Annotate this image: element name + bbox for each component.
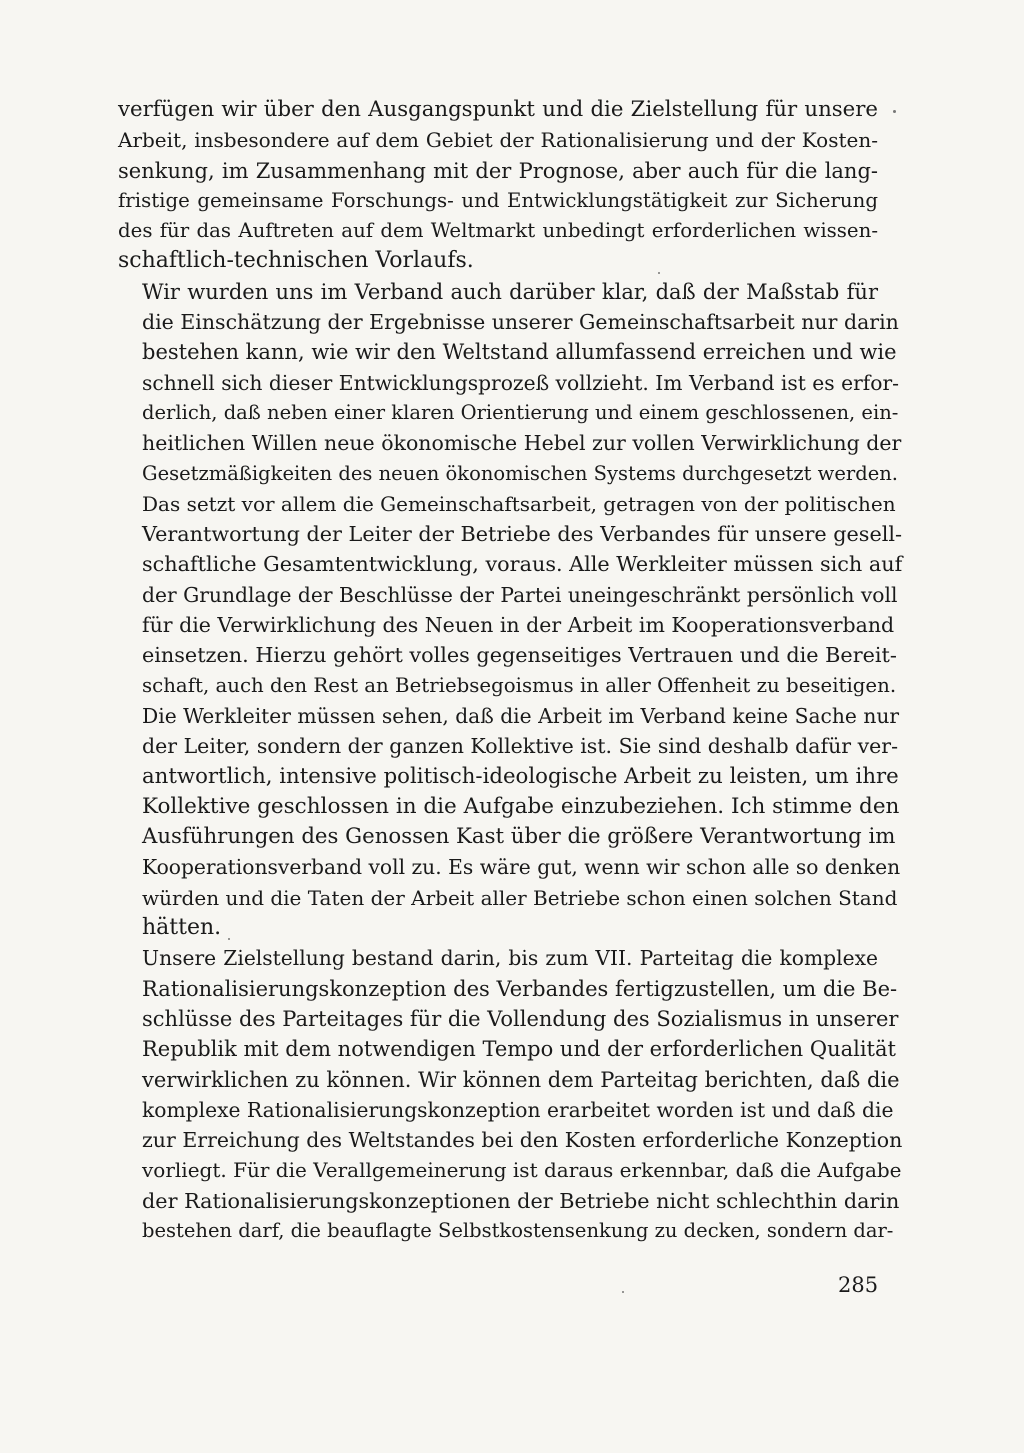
text-line: schaftlich-technischen Vorlaufs. [118,248,474,274]
text-line: würden und die Taten der Arbeit aller Betriebe schon einen solchen Stand [142,885,898,910]
text-line: senkung, im Zusammenhang mit der Prognose, aber auch für die lang- [118,158,878,183]
print-speck [893,110,896,113]
text-line: schaft, auch den Rest an Betriebsegoismus in aller Offenheit zu beseitigen. [142,673,897,697]
text-line: Das setzt vor allem die Gemeinschaftsarbeit, getragen von der politischen [142,491,896,516]
text-line: fristige gemeinsame Forschungs- und Entwicklungstätigkeit zur Sicherung [118,188,878,212]
print-speck [658,272,660,274]
text-line: die Einschätzung der Ergebnisse unserer Gemeinschaftsarbeit nur darin [142,310,899,335]
text-line: schaftliche Gesamtentwicklung, voraus. Alle Werkleiter müssen sich auf [142,552,903,577]
text-line: derlich, daß neben einer klaren Orientierung und einem geschlossenen, ein- [142,400,899,424]
text-line: komplexe Rationalisierungskonzeption erarbeitet worden ist und daß die [142,1097,894,1122]
text-line: Republik mit dem notwendigen Tempo und der erforderlichen Qualität [142,1037,896,1062]
text-line: Kooperationsverband voll zu. Es wäre gut, wenn wir schon alle so denken [142,855,901,880]
text-line: Rationalisierungskonzeption des Verbandes fertigzustellen, um die Be- [142,976,898,1001]
text-line: bestehen darf, die beauflagte Selbstkostensenkung zu decken, sondern dar- [142,1218,894,1242]
text-line: vorliegt. Für die Verallgemeinerung ist daraus erkennbar, daß die Aufgabe [142,1158,902,1183]
text-line: für die Verwirklichung des Neuen in der Arbeit im Kooperationsverband [142,613,895,638]
text-line: Wir wurden uns im Verband auch darüber klar, daß der Maßstab für [142,279,878,304]
text-line: verwirklichen zu können. Wir können dem Parteitag berichten, daß die [142,1067,900,1092]
text-line: hätten. [142,915,222,941]
paragraph [118,95,878,277]
text-line: Unsere Zielstellung bestand darin, bis zum VII. Parteitag die komplexe [142,946,878,971]
text-line: Kollektive geschlossen in die Aufgabe einzubeziehen. Ich stimme den [142,793,900,819]
paragraph [118,277,903,944]
body-text [118,95,903,1246]
text-line: heitlichen Willen neue ökonomische Hebel zur vollen Verwirklichung der [142,431,902,456]
text-line: Arbeit, insbesondere auf dem Gebiet der Rationalisierung und der Kosten- [118,128,878,153]
text-line: der Leiter, sondern der ganzen Kollektive ist. Sie sind deshalb dafür ver- [142,734,899,759]
text-line: Gesetzmäßigkeiten des neuen ökonomischen Systems durchgesetzt werden. [142,461,898,485]
text-line: Verantwortung der Leiter der Betriebe des Verbandes für unsere gesell- [142,522,903,547]
text-line: einsetzen. Hierzu gehört volles gegenseitiges Vertrauen und die Bereit- [142,643,897,668]
text-line: schnell sich dieser Entwicklungsprozeß vollzieht. Im Verband ist es erfor- [142,370,899,395]
print-speck [622,1291,624,1293]
text-line: verfügen wir über den Ausgangspunkt und die Zielstellung für unsere [118,97,878,122]
text-line: Ausführungen des Genossen Kast über die größere Verantwortung im [142,824,896,850]
text-line: antwortlich, intensive politisch-ideologische Arbeit zu leisten, um ihre [142,763,899,789]
text-line: Die Werkleiter müssen sehen, daß die Arbeit im Verband keine Sache nur [142,703,900,728]
text-line: der Grundlage der Beschlüsse der Partei uneingeschränkt persönlich voll [142,582,898,607]
text-line: der Rationalisierungskonzeptionen der Betriebe nicht schlechthin darin [142,1188,900,1213]
text-line: bestehen kann, wie wir den Weltstand allumfassend erreichen und wie [142,340,897,365]
text-line: zur Erreichung des Weltstandes bei den Kosten erforderliche Konzeption [142,1128,903,1153]
text-line: des für das Auftreten auf dem Weltmarkt unbedingt erforderlichen wissen- [118,219,878,243]
paragraph [118,943,903,1246]
print-speck [228,938,230,940]
text-line: schlüsse des Parteitages für die Vollendung des Sozialismus in unserer [142,1006,899,1031]
page-number: 285 [838,1273,879,1297]
